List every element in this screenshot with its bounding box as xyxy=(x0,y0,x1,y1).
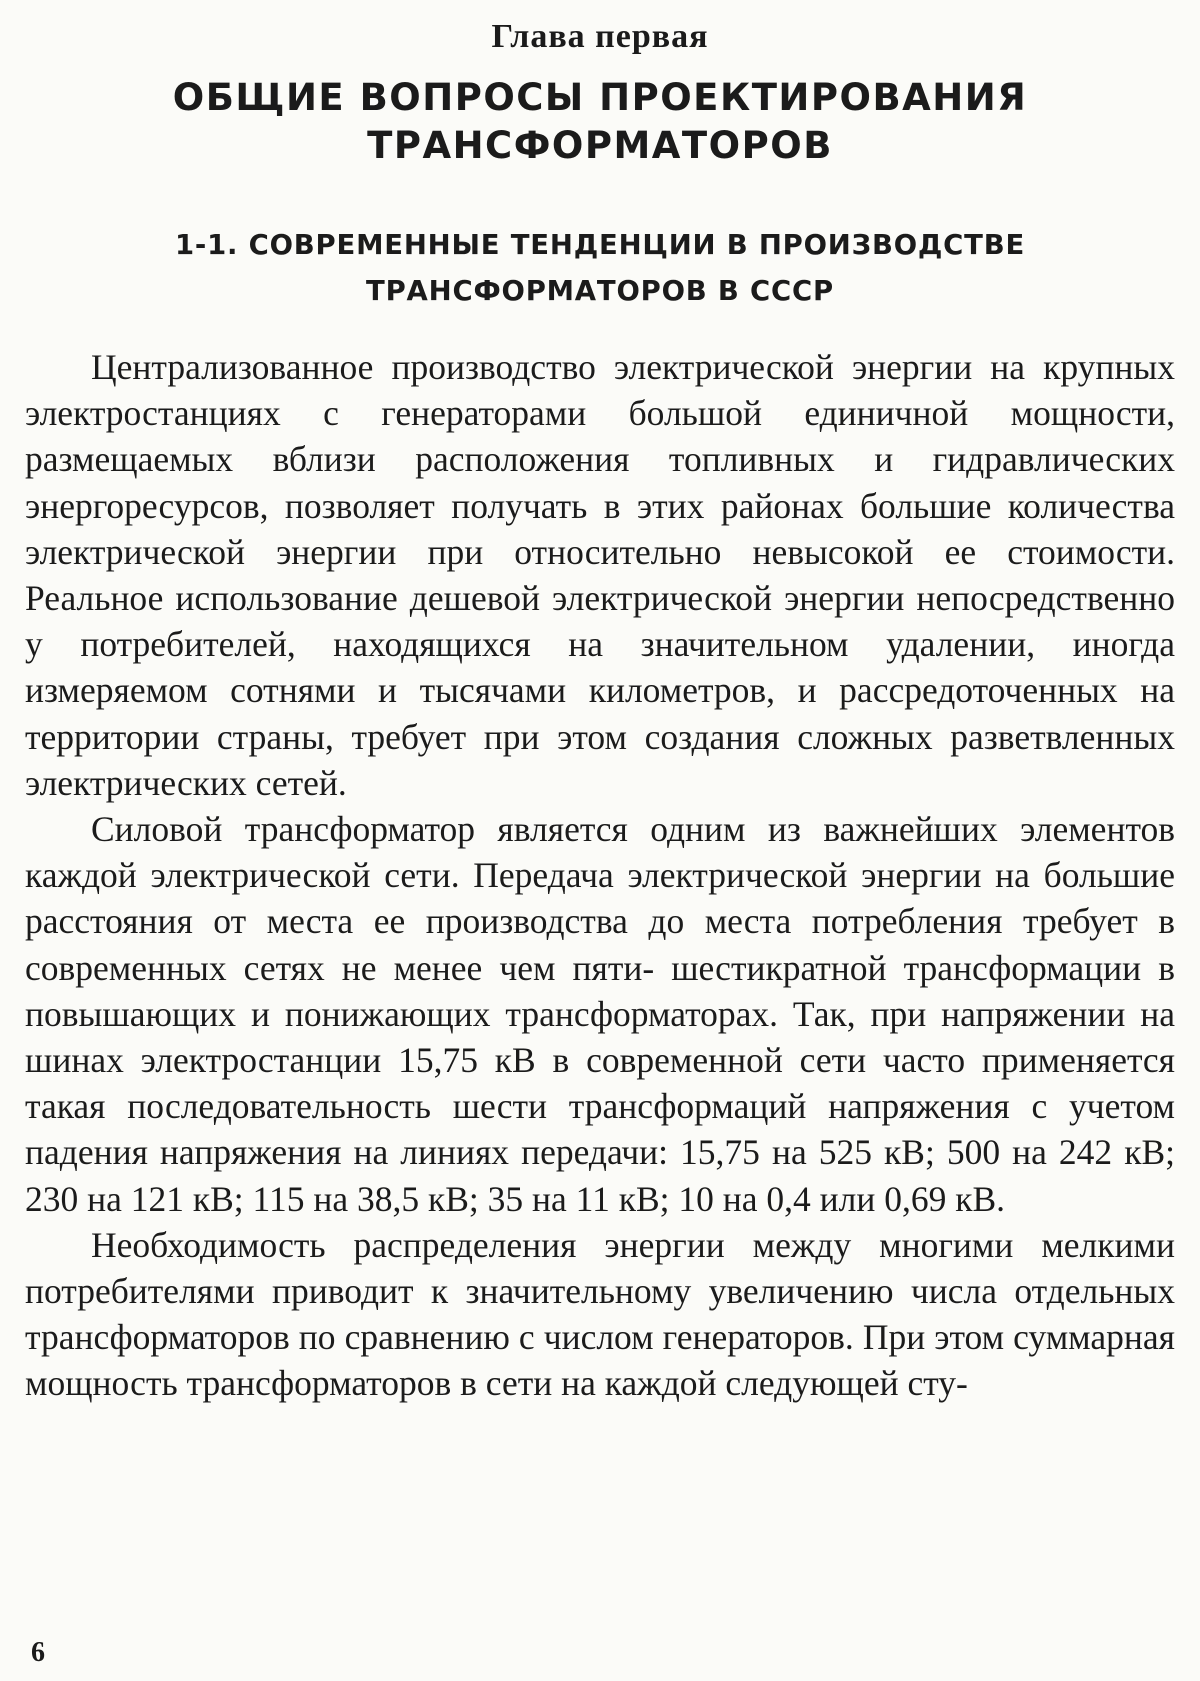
chapter-label: Глава первая xyxy=(491,18,709,55)
section-title-line: 1-1. СОВРЕМЕННЫЕ ТЕНДЕНЦИИ В ПРОИЗВОДСТВЕ xyxy=(174,229,1026,261)
paragraph: Необходимость распределения энергии между многими мелкими потребителями приводит к значительному увеличению числа отдельных трансформаторов по сравнению с числом генераторов. При этом суммарная мощность трансформаторов в сети на каждой следующей сту- xyxy=(25,1224,1175,1404)
section-title xyxy=(80,222,1120,314)
paragraph: Централизованное производство электрической энергии на крупных электростанциях с генераторами большой единичной мощности, размещаемых вблизи расположения топливных и гидравлических энергоресурсов, позволяет получать в этих районах большие количества электрической энергии при относительно невысокой ее стоимости. Реальное использование дешевой электрической энергии непосредственно у потребителей, находящихся на значительном удалении, иногда измеряемом сотнями и тысячами километров, и рассредоточенных на территории страны, требует при этом создания сложных разветвленных электрических сетей. xyxy=(25,347,1175,803)
chapter-title-line: ОБЩИЕ ВОПРОСЫ ПРОЕКТИРОВАНИЯ xyxy=(172,76,1028,119)
section-title-line: ТРАНСФОРМАТОРОВ В СССР xyxy=(366,275,834,307)
page-number: 6 xyxy=(31,1637,45,1668)
chapter-title-line: ТРАНСФОРМАТОРОВ xyxy=(367,124,833,167)
chapter-title xyxy=(100,74,1100,170)
paragraph: Силовой трансформатор является одним из важнейших элементов каждой электрической сети. Передача электрической энергии на большие расстояния от места ее производства до места потребления требует в современных сетях не менее чем пяти- шестикратной трансформации в повышающих и понижающих трансформаторах. Так, при напряжении на шинах электростанции 15,75 кВ в современной сети часто применяется такая последовательность шести трансформаций напряжения с учетом падения напряжения на линиях передачи: 15,75 на 525 кВ; 500 на 242 кВ; 230 на 121 кВ; 115 на 38,5 кВ; 35 на 11 кВ; 10 на 0,4 или 0,69 кВ. xyxy=(25,809,1175,1219)
body-text xyxy=(25,344,1175,1407)
